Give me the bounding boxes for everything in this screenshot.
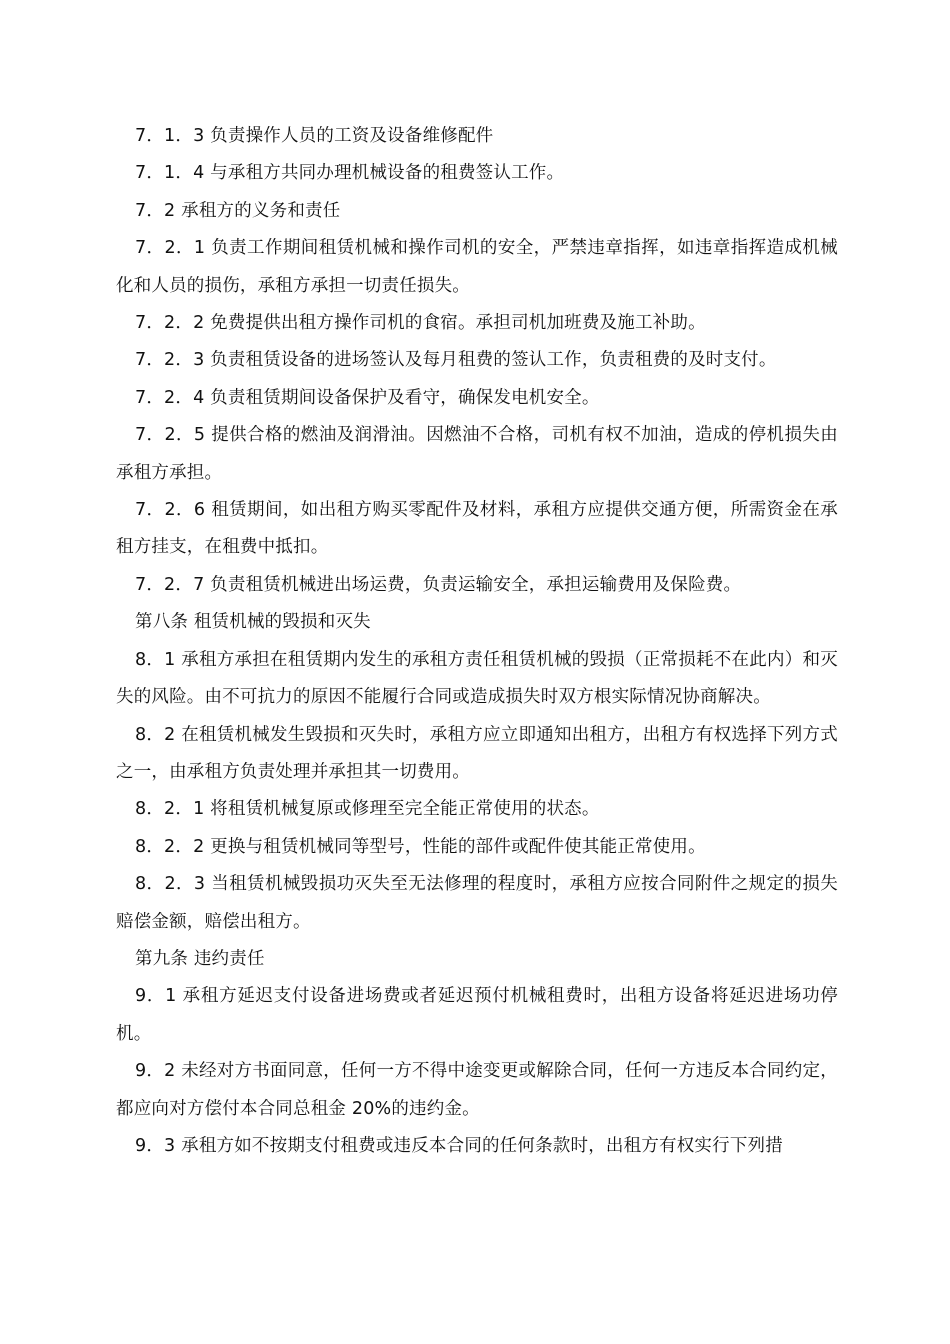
clause-9-1: 9．1 承租方延迟支付设备进场费或者延迟预付机械租费时，出租方设备将延迟进场功停机。: [116, 986, 838, 1044]
clause-7-2-4: 7．2．4 负责租赁期间设备保护及看守，确保发电机安全。: [135, 387, 600, 408]
clause-9-2: 9．2 未经对方书面同意，任何一方不得中途变更或解除合同，任何一方违反本合同约定，都应向对方偿付本合同总租金 20%的违约金。: [116, 1061, 838, 1119]
clause-7-2-3: 7．2．3 负责租赁设备的进场签认及每月租费的签认工作，负责租费的及时支付。: [135, 350, 777, 371]
section-heading-7-2: 7．2 承租方的义务和责任: [135, 200, 341, 221]
clause-8-2-2: 8．2．2 更换与租赁机械同等型号，性能的部件或配件使其能正常使用。: [135, 836, 706, 857]
clause-9-3: 9．3 承租方如不按期支付租费或违反本合同的任何条款时，出租方有权实行下列措: [135, 1135, 783, 1156]
article-8-heading: 第八条 租赁机械的毁损和灭失: [135, 612, 371, 633]
clause-7-1-3: 7．1．3 负责操作人员的工资及设备维修配件: [135, 126, 494, 146]
clause-7-2-2: 7．2．2 免费提供出租方操作司机的食宿。承担司机加班费及施工补助。: [135, 313, 706, 334]
clause-7-2-6: 7．2．6 租赁期间，如出租方购买零配件及材料，承租方应提供交通方便，所需资金在承租方挂支，在租费中抵扣。: [116, 500, 838, 558]
clause-8-2-3: 8．2．3 当租赁机械毁损功灭失至无法修理的程度时，承租方应按合同附件之规定的损失赔偿金额，赔偿出租方。: [116, 874, 838, 932]
clause-8-2-1: 8．2．1 将租赁机械复原或修理至完全能正常使用的状态。: [135, 799, 600, 820]
clause-7-2-7: 7．2．7 负责租赁机械进出场运费，负责运输安全，承担运输费用及保险费。: [135, 574, 742, 595]
document-body: [116, 118, 838, 1165]
article-9-heading: 第九条 违约责任: [135, 948, 265, 969]
clause-8-2: 8．2 在租赁机械发生毁损和灭失时，承租方应立即通知出租方，出租方有权选择下列方式之一，由承租方负责处理并承担其一切费用。: [116, 724, 838, 782]
clause-8-1: 8．1 承租方承担在租赁期内发生的承租方责任租赁机械的毁损（正常损耗不在此内）和灭失的风险。由不可抗力的原因不能履行合同或造成损失时双方根实际情况协商解决。: [116, 649, 838, 708]
clause-7-1-4: 7．1．4 与承租方共同办理机械设备的租费签认工作。: [135, 163, 565, 184]
clause-7-2-1: 7．2．1 负责工作期间租赁机械和操作司机的安全，严禁违章指挥，如违章指挥造成机械化和人员的损伤，承租方承担一切责任损失。: [116, 238, 838, 296]
clause-7-2-5: 7．2．5 提供合格的燃油及润滑油。因燃油不合格，司机有权不加油，造成的停机损失由承租方承担。: [116, 425, 838, 483]
